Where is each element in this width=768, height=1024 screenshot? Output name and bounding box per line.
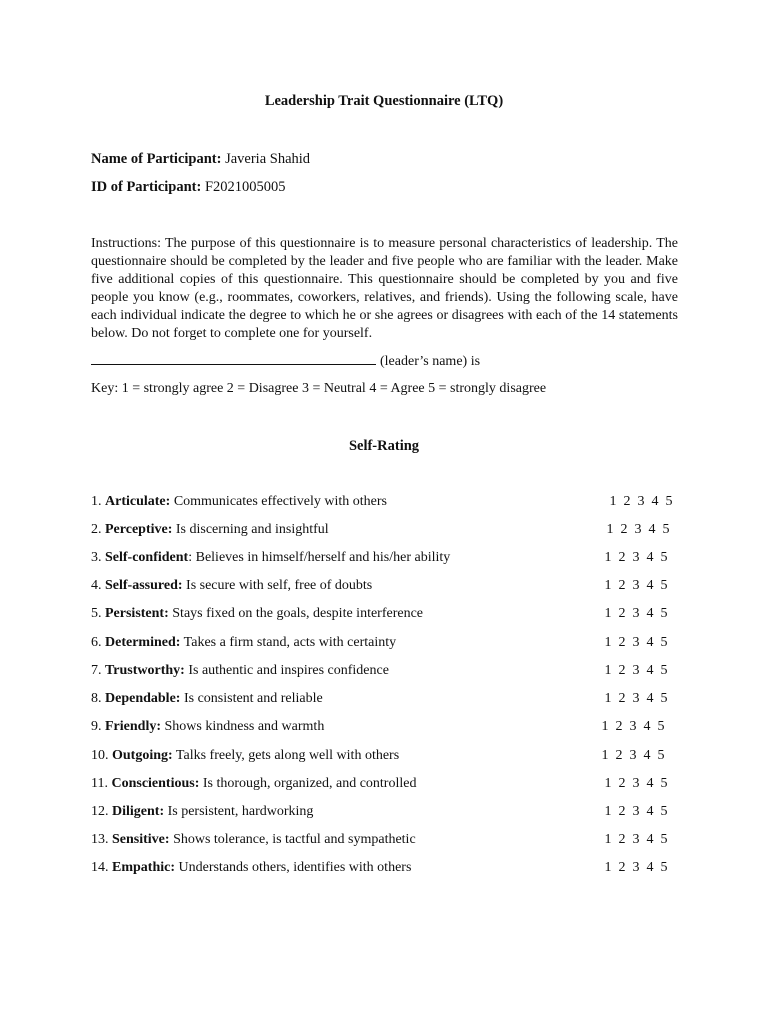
rating-option[interactable]: 1 <box>604 606 612 621</box>
rating-option[interactable]: 2 <box>618 832 626 847</box>
rating-item <box>91 830 681 850</box>
rating-scale <box>603 520 673 540</box>
item-description: Is secure with self, free of doubts <box>182 578 373 593</box>
rating-option[interactable]: 4 <box>646 606 654 621</box>
rating-item <box>91 548 681 568</box>
item-number: 12. <box>91 804 112 819</box>
item-trait: Determined: <box>105 635 181 650</box>
leader-name-line <box>91 352 480 370</box>
rating-option[interactable]: 5 <box>660 691 668 706</box>
rating-scale <box>601 661 671 681</box>
rating-option[interactable]: 5 <box>660 804 668 819</box>
participant-id-label: ID of Participant: <box>91 179 202 195</box>
item-description: Is thorough, organized, and controlled <box>199 776 417 791</box>
rating-option[interactable]: 1 <box>604 860 612 875</box>
rating-option[interactable]: 4 <box>646 860 654 875</box>
item-description: Talks freely, gets along well with others <box>172 748 400 763</box>
item-trait: Articulate: <box>105 494 171 509</box>
participant-name-label: Name of Participant: <box>91 151 222 167</box>
rating-option[interactable]: 5 <box>657 719 665 734</box>
rating-option[interactable]: 5 <box>662 522 670 537</box>
rating-option[interactable]: 5 <box>660 776 668 791</box>
item-trait: Self-confident <box>105 550 189 565</box>
item-number: 8. <box>91 691 105 706</box>
rating-item <box>91 689 681 709</box>
rating-option[interactable]: 1 <box>601 748 609 763</box>
rating-option[interactable]: 5 <box>665 494 673 509</box>
item-description: : Believes in himself/herself and his/her ability <box>188 550 451 565</box>
rating-option[interactable]: 3 <box>634 522 642 537</box>
rating-item <box>91 717 681 737</box>
rating-option[interactable]: 3 <box>632 804 640 819</box>
rating-option[interactable]: 1 <box>601 719 609 734</box>
item-number: 11. <box>91 776 112 791</box>
rating-option[interactable]: 3 <box>629 719 637 734</box>
rating-option[interactable]: 2 <box>618 606 626 621</box>
item-number: 5. <box>91 606 105 621</box>
rating-option[interactable]: 4 <box>646 550 654 565</box>
item-trait: Self-assured: <box>105 578 183 593</box>
rating-option[interactable]: 4 <box>646 663 654 678</box>
rating-scale <box>601 774 671 794</box>
rating-item <box>91 492 681 512</box>
item-number: 2. <box>91 522 105 537</box>
item-description: Is discerning and insightful <box>172 522 329 537</box>
rating-scale <box>601 858 671 878</box>
rating-option[interactable]: 4 <box>646 804 654 819</box>
rating-scale <box>601 689 671 709</box>
rating-option[interactable]: 2 <box>618 691 626 706</box>
participant-id-line <box>91 179 286 196</box>
leader-name-label: (leader’s name) is <box>380 354 481 369</box>
rating-option[interactable]: 4 <box>643 719 651 734</box>
participant-name-line <box>91 151 310 168</box>
rating-option[interactable]: 2 <box>615 719 623 734</box>
rating-option[interactable]: 4 <box>646 691 654 706</box>
rating-scale <box>601 830 671 850</box>
rating-option[interactable]: 2 <box>618 578 626 593</box>
rating-item <box>91 802 681 822</box>
rating-option[interactable]: 5 <box>660 832 668 847</box>
rating-option[interactable]: 3 <box>632 578 640 593</box>
rating-option[interactable]: 4 <box>646 635 654 650</box>
rating-option[interactable]: 5 <box>660 635 668 650</box>
rating-item <box>91 661 681 681</box>
rating-option[interactable]: 3 <box>629 748 637 763</box>
item-description: Shows kindness and warmth <box>161 719 325 734</box>
rating-option[interactable]: 3 <box>632 635 640 650</box>
item-description: Is consistent and reliable <box>180 691 323 706</box>
item-description: Stays fixed on the goals, despite interference <box>168 606 424 621</box>
rating-item <box>91 633 681 653</box>
rating-item <box>91 520 681 540</box>
rating-option[interactable]: 4 <box>646 776 654 791</box>
item-description: Shows tolerance, is tactful and sympathetic <box>169 832 416 847</box>
rating-option[interactable]: 1 <box>604 776 612 791</box>
rating-option[interactable]: 3 <box>632 832 640 847</box>
item-number: 10. <box>91 748 112 763</box>
item-trait: Persistent: <box>105 606 169 621</box>
rating-item <box>91 604 681 624</box>
item-number: 4. <box>91 578 105 593</box>
item-trait: Outgoing: <box>112 748 173 763</box>
rating-option[interactable]: 2 <box>615 748 623 763</box>
rating-scale <box>601 604 671 624</box>
rating-option[interactable]: 1 <box>604 578 612 593</box>
rating-option[interactable]: 3 <box>632 691 640 706</box>
rating-option[interactable]: 3 <box>632 663 640 678</box>
rating-option[interactable]: 2 <box>623 494 631 509</box>
item-number: 7. <box>91 663 105 678</box>
rating-option[interactable]: 4 <box>651 494 659 509</box>
rating-option[interactable]: 1 <box>604 691 612 706</box>
rating-option[interactable]: 5 <box>660 550 668 565</box>
item-number: 13. <box>91 832 112 847</box>
rating-option[interactable]: 5 <box>657 748 665 763</box>
leader-name-blank <box>91 352 376 365</box>
item-description: Communicates effectively with others <box>170 494 387 509</box>
rating-item <box>91 576 681 596</box>
rating-option[interactable]: 3 <box>632 776 640 791</box>
item-description: Is authentic and inspires confidence <box>184 663 389 678</box>
rating-key: Key: 1 = strongly agree 2 = Disagree 3 = Neutral 4 = Agree 5 = strongly disagree <box>91 381 547 396</box>
rating-option[interactable]: 5 <box>660 860 668 875</box>
item-trait: Empathic: <box>112 860 175 875</box>
rating-scale <box>601 802 671 822</box>
item-description: Takes a firm stand, acts with certainty <box>180 635 397 650</box>
item-trait: Trustworthy: <box>105 663 185 678</box>
rating-item <box>91 858 681 878</box>
rating-option[interactable]: 2 <box>618 860 626 875</box>
item-number: 1. <box>91 494 105 509</box>
rating-scale <box>601 576 671 596</box>
rating-option[interactable]: 3 <box>632 550 640 565</box>
rating-option[interactable]: 4 <box>648 522 656 537</box>
item-trait: Diligent: <box>112 804 165 819</box>
item-number: 6. <box>91 635 105 650</box>
item-trait: Sensitive: <box>112 832 170 847</box>
rating-scale <box>598 746 668 766</box>
item-description: Understands others, identifies with others <box>175 860 412 875</box>
rating-option[interactable]: 2 <box>618 663 626 678</box>
page-title: Leadership Trait Questionnaire (LTQ) <box>264 93 504 109</box>
instructions-paragraph: Instructions: The purpose of this questionnaire is to measure personal characteristics of leadership. The questionnaire should be completed by the leader and five people who are familiar with the leader. Make five additional copies of this questionnaire. This questionnaire should be completed by you and five people you know (e.g., roommates, coworkers, relatives, and friends). Using the following scale, have each individual indicate the degree to which he or she agrees or disagrees with each of the 14 statements below. Do not forget to complete one for yourself. <box>91 236 678 341</box>
rating-item <box>91 774 681 794</box>
participant-id-value: F2021005005 <box>204 179 286 195</box>
rating-option[interactable]: 3 <box>632 860 640 875</box>
rating-option[interactable]: 5 <box>660 578 668 593</box>
rating-option[interactable]: 4 <box>646 832 654 847</box>
rating-scale <box>601 633 671 653</box>
item-number: 9. <box>91 719 105 734</box>
rating-option[interactable]: 5 <box>660 663 668 678</box>
rating-option[interactable]: 5 <box>660 606 668 621</box>
item-trait: Perceptive: <box>105 522 173 537</box>
rating-option[interactable]: 4 <box>646 578 654 593</box>
rating-option[interactable]: 1 <box>604 550 612 565</box>
rating-option[interactable]: 3 <box>637 494 645 509</box>
rating-option[interactable]: 2 <box>618 804 626 819</box>
rating-option[interactable]: 1 <box>606 522 614 537</box>
rating-option[interactable]: 1 <box>609 494 617 509</box>
item-description: Is persistent, hardworking <box>164 804 314 819</box>
rating-option[interactable]: 1 <box>604 663 612 678</box>
rating-option[interactable]: 1 <box>604 832 612 847</box>
rating-option[interactable]: 1 <box>604 635 612 650</box>
item-number: 14. <box>91 860 112 875</box>
rating-option[interactable]: 3 <box>632 606 640 621</box>
rating-option[interactable]: 4 <box>643 748 651 763</box>
rating-scale <box>606 492 676 512</box>
rating-scale <box>598 717 668 737</box>
rating-option[interactable]: 2 <box>618 776 626 791</box>
item-trait: Friendly: <box>105 719 161 734</box>
rating-item <box>91 746 681 766</box>
rating-option[interactable]: 2 <box>618 550 626 565</box>
participant-name-value: Javeria Shahid <box>225 151 311 167</box>
item-number: 3. <box>91 550 105 565</box>
rating-option[interactable]: 2 <box>618 635 626 650</box>
item-trait: Dependable: <box>105 691 181 706</box>
rating-scale <box>601 548 671 568</box>
item-trait: Conscientious: <box>111 776 200 791</box>
rating-option[interactable]: 2 <box>620 522 628 537</box>
section-title: Self-Rating <box>348 438 420 454</box>
rating-option[interactable]: 1 <box>604 804 612 819</box>
